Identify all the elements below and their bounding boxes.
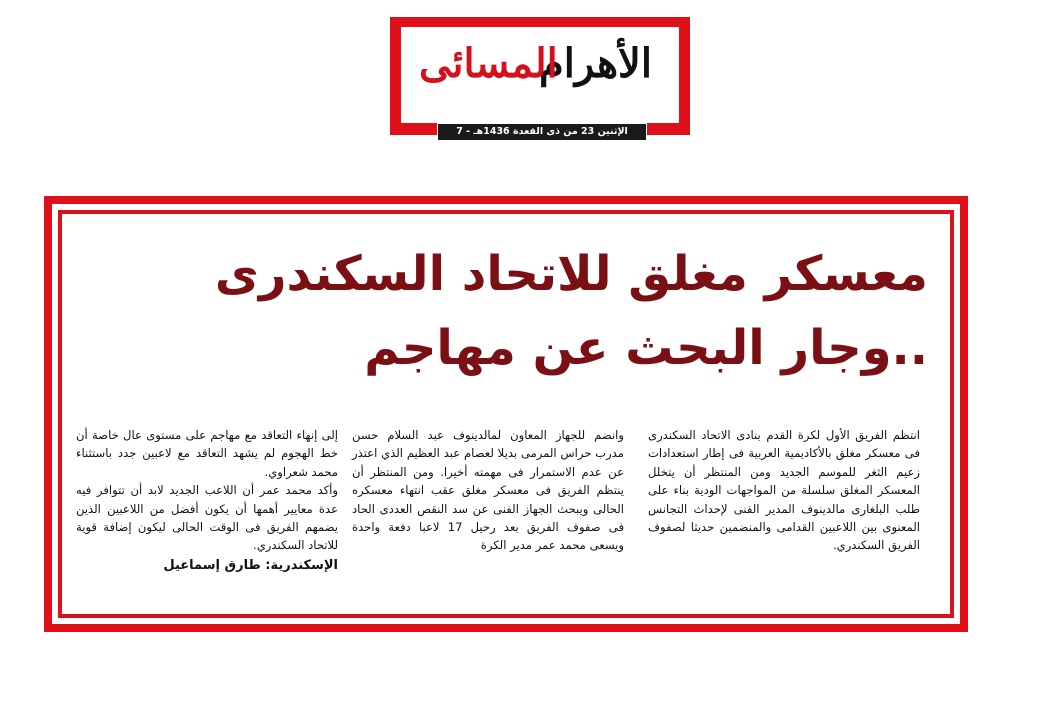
column-2-text: وانضم للجهاز المعاون لمالدينوف عبد السلام حسن مدرب حراس المرمى بديلا لعصام عبد العظيم الذي اعتذر عن عدم الاستمرار فى مهمته أخيرا. ومن المنتظر أن ينتظم الفريق فى معسكر مغلق عقب انتهاء معسكره الحالى ويبحث الجهاز الفنى عن سد النقص العددى الحاد فى صفوف الفريق بعد رحيل 17 لاعبا دفعة واحدة ويسعى محمد عمر مدير الكرة <box>352 428 624 553</box>
article-body <box>62 214 950 614</box>
logo-masaa: المسائى <box>419 40 558 87</box>
issue-date: الإثنين 23 من ذى القعدة 1436هـ - 7 سبتمبر 2015م <box>437 123 647 141</box>
headline-line-1: معسكر مغلق للاتحاد السكندرى <box>214 246 928 302</box>
column-3-paragraph-2: وأكد محمد عمر أن اللاعب الجديد لابد أن تتوافر فيه عدة معايير أهمها أن يكون أفضل من اللاعبين الذين يضمهم الفريق فى الوقت الحالى ليكون إضافة قوية للاتحاد السكندري. <box>76 483 338 553</box>
article-column-3 <box>76 426 338 575</box>
headline-line-2: ..وجار البحث عن مهاجم <box>364 320 928 376</box>
article-clipping <box>44 196 968 632</box>
masthead-logo-box <box>401 27 679 123</box>
column-1-text: انتظم الفريق الأول لكرة القدم بنادى الاتحاد السكندرى فى معسكر مغلق بالأكاديمية العربية فى إطار استعدادات زعيم الثغر للموسم الجديد ومن المنتظر أن يتخلل المعسكر المغلق سلسلة من المواجهات الودية بناء على طلب البلغارى مالدينوف المدير الفنى لإحداث التجانس المعنوى بين اللاعبين القدامى والمنضمين حديثا لصفوف الفريق السكندري. <box>648 428 920 553</box>
article-frame-gap <box>52 204 960 624</box>
column-3-paragraph-1: إلى إنهاء التعاقد مع مهاجم على مستوى عال خاصة أن خط الهجوم لم يشهد التعاقد مع لاعبين جدد باستثناء محمد شعراوي. <box>76 428 338 479</box>
article-column-1 <box>648 426 920 555</box>
byline: الإسكندرية: طارق إسماعيل <box>163 557 338 573</box>
article-frame-border <box>58 210 954 618</box>
logo-ahram: الأهرام <box>539 40 652 87</box>
newspaper-masthead <box>390 17 690 153</box>
article-column-2 <box>352 426 624 555</box>
